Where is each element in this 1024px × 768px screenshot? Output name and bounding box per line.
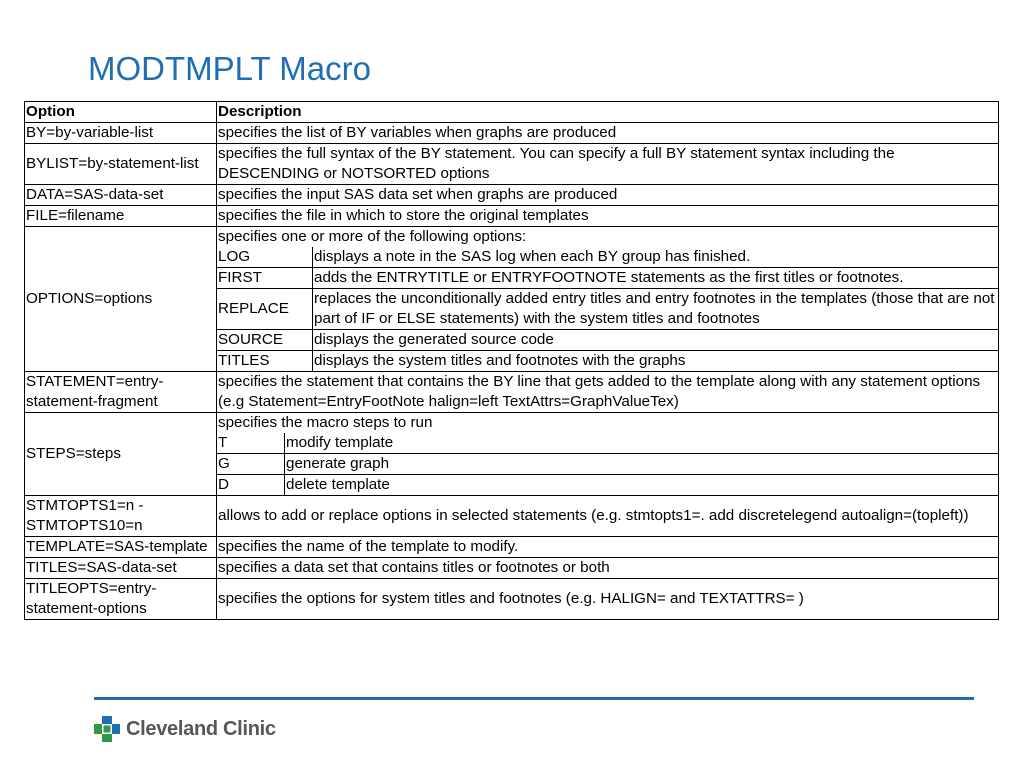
table-row [25, 185, 999, 206]
sub-key: D [217, 475, 285, 496]
table-header-row [25, 102, 999, 123]
option-cell: STMTOPTS1=n - STMTOPTS10=n [25, 496, 217, 537]
sub-key: G [217, 454, 285, 475]
sub-row [217, 433, 998, 454]
table-row-options [25, 227, 999, 372]
table-row [25, 558, 999, 579]
description-cell: specifies the statement that contains the BY line that gets added to the template along with any statement options (e.g Statement=EntryFootNote halign=left TextAttrs=GraphValueTex) [217, 372, 999, 413]
option-cell: BY=by-variable-list [25, 123, 217, 144]
sub-row [217, 289, 998, 330]
option-cell: TITLES=SAS-data-set [25, 558, 217, 579]
header-description: Description [217, 102, 999, 123]
description-cell: specifies the input SAS data set when graphs are produced [217, 185, 999, 206]
option-cell: STATEMENT=entry-statement-fragment [25, 372, 217, 413]
option-cell: TEMPLATE=SAS-template [25, 537, 217, 558]
steps-intro: specifies the macro steps to run [218, 414, 433, 431]
sub-key: SOURCE [217, 330, 313, 351]
option-cell: BYLIST=by-statement-list [25, 144, 217, 185]
sub-row [217, 475, 998, 496]
sub-text: displays a note in the SAS log when each BY group has finished. [313, 247, 999, 268]
sub-text: adds the ENTRYTITLE or ENTRYFOOTNOTE statements as the first titles or footnotes. [313, 268, 999, 289]
description-cell: specifies the options for system titles and footnotes (e.g. HALIGN= and TEXTATTRS= ) [217, 579, 999, 620]
sub-row [217, 268, 998, 289]
option-cell: DATA=SAS-data-set [25, 185, 217, 206]
cleveland-clinic-cross-icon [94, 716, 120, 742]
table-row [25, 496, 999, 537]
sub-text: replaces the unconditionally added entry titles and entry footnotes in the templates (those that are not part of IF or ELSE statements) with the system titles and footnotes [313, 289, 999, 330]
sub-text: displays the system titles and footnotes with the graphs [313, 351, 999, 372]
sub-row [217, 247, 998, 268]
table-row [25, 144, 999, 185]
description-cell: specifies the full syntax of the BY statement. You can specify a full BY statement syntax including the DESCENDING or NOTSORTED options [217, 144, 999, 185]
options-intro: specifies one or more of the following options: [218, 228, 527, 245]
sub-text: displays the generated source code [313, 330, 999, 351]
table-row [25, 372, 999, 413]
page-title: MODTMPLT Macro [88, 50, 371, 87]
sub-text: generate graph [285, 454, 999, 475]
sub-row [217, 330, 998, 351]
sub-key: FIRST [217, 268, 313, 289]
sub-key: LOG [217, 247, 313, 268]
sub-key: TITLES [217, 351, 313, 372]
option-cell: STEPS=steps [25, 413, 217, 496]
sub-row [217, 454, 998, 475]
options-table [24, 101, 999, 620]
description-cell: specifies a data set that contains titles or footnotes or both [217, 558, 999, 579]
logo-text: Cleveland Clinic [126, 717, 276, 740]
table-row [25, 206, 999, 227]
table-row [25, 537, 999, 558]
description-cell: specifies the list of BY variables when graphs are produced [217, 123, 999, 144]
sub-text: modify template [285, 433, 999, 454]
steps-subtable [217, 433, 998, 495]
option-cell: OPTIONS=options [25, 227, 217, 372]
option-cell: FILE=filename [25, 206, 217, 227]
table-row-steps [25, 413, 999, 496]
option-cell: TITLEOPTS=entry-statement-options [25, 579, 217, 620]
header-option: Option [25, 102, 217, 123]
description-cell: specifies the file in which to store the original templates [217, 206, 999, 227]
cleveland-clinic-logo [94, 716, 276, 742]
sub-key: T [217, 433, 285, 454]
description-cell: allows to add or replace options in selected statements (e.g. stmtopts1=. add discretelegend autoalign=(topleft)) [217, 496, 999, 537]
table-row [25, 123, 999, 144]
description-cell: specifies the name of the template to modify. [217, 537, 999, 558]
options-description-cell [217, 227, 999, 372]
footer-divider [94, 697, 974, 700]
sub-key: REPLACE [217, 289, 313, 330]
sub-row [217, 351, 998, 372]
steps-description-cell [217, 413, 999, 496]
options-subtable [217, 247, 998, 371]
table-row [25, 579, 999, 620]
sub-text: delete template [285, 475, 999, 496]
